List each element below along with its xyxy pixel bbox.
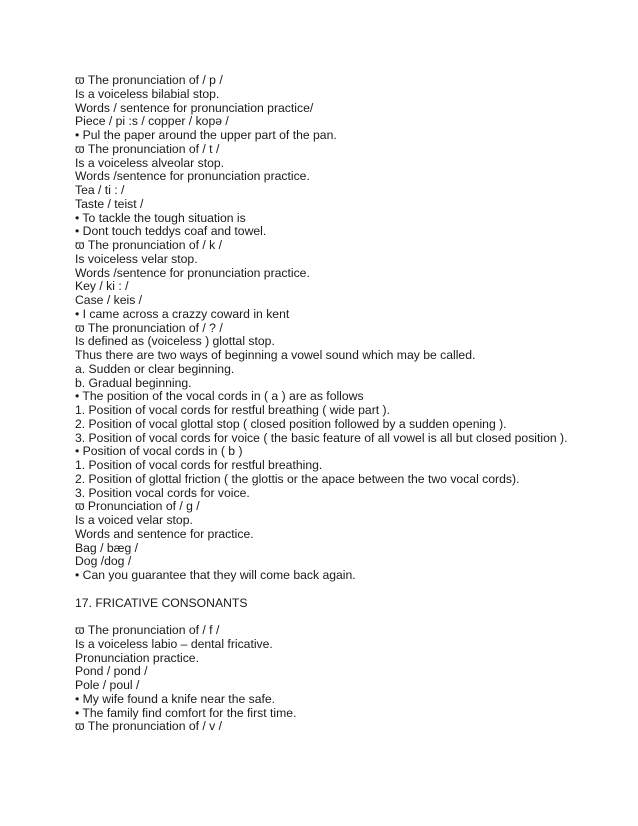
text-line: Taste / teist / xyxy=(75,196,144,211)
text-line: ϖ The pronunciation of / ? / xyxy=(75,320,223,335)
text-line: Is a voiceless bilabial stop. xyxy=(75,86,220,101)
text-line: a. Sudden or clear beginning. xyxy=(75,361,235,376)
text-line: 3. Position of vocal cords for voice ( the basic feature of all vowel is all but closed position ). xyxy=(75,430,568,445)
text-line: Thus there are two ways of beginning a vowel sound which may be called. xyxy=(75,348,476,362)
text-line: Dog /dog / xyxy=(75,554,132,569)
text-line: Words and sentence for practice. xyxy=(75,526,254,541)
text-line: ϖ The pronunciation of / k / xyxy=(75,238,223,252)
text-line: b. Gradual beginning. xyxy=(75,375,192,390)
document-page xyxy=(75,74,615,734)
text-line: Words /sentence for pronunciation practice. xyxy=(75,169,310,184)
text-line: • To tackle the tough situation is xyxy=(75,210,246,225)
text-line: ϖ The pronunciation of / f / xyxy=(75,623,220,637)
text-line: ϖ The pronunciation of / p / xyxy=(75,73,223,87)
text-line: 1. Position of vocal cords for restful breathing ( wide part ). xyxy=(75,403,390,417)
text-line: Words /sentence for pronunciation practice. xyxy=(75,265,310,280)
blank-line xyxy=(75,610,615,624)
text-line: Pronunciation practice. xyxy=(75,650,199,665)
text-line: Pond / pond / xyxy=(75,664,148,679)
text-line: • I came across a crazzy coward in kent xyxy=(75,306,290,321)
text-line: Is voiceless velar stop. xyxy=(75,251,198,266)
text-line: Is a voiced velar stop. xyxy=(75,513,193,527)
text-line: 2. Position of glottal friction ( the glottis or the apace between the two vocal cords). xyxy=(75,471,520,486)
text-line: Piece / pi :s / copper / kopə / xyxy=(75,114,229,129)
text-line: Case / keis / xyxy=(75,293,143,307)
text-line: 2. Position of vocal glottal stop ( closed position followed by a sudden opening ). xyxy=(75,416,507,431)
text-line: Is a voiceless labio – dental fricative. xyxy=(75,636,273,651)
text-line: 3. Position vocal cords for voice. xyxy=(75,485,250,500)
text-line: • My wife found a knife near the safe. xyxy=(75,691,276,706)
text-line: ϖ The pronunciation of / t / xyxy=(75,141,220,156)
text-line: • The position of the vocal cords in ( a ) are as follows xyxy=(75,389,364,404)
text-line: ϖ The pronunciation of / v / xyxy=(75,719,223,734)
text-line: Bag / bæg / xyxy=(75,540,139,555)
text-line: Is a voiceless alveolar stop. xyxy=(75,155,225,170)
text-line: Tea / ti : / xyxy=(75,183,125,197)
text-line: 1. Position of vocal cords for restful breathing. xyxy=(75,458,323,472)
text-line: Is defined as (voiceless ) glottal stop. xyxy=(75,334,275,349)
text-line: • Can you guarantee that they will come back again. xyxy=(75,568,356,582)
text-line: Words / sentence for pronunciation practice/ xyxy=(75,100,314,115)
text-line: Key / ki : / xyxy=(75,279,129,294)
text-line: • Dont touch teddys coaf and towel. xyxy=(75,224,267,239)
section-heading: 17. FRICATIVE CONSONANTS xyxy=(75,595,248,610)
text-line: • Position of vocal cords in ( b ) xyxy=(75,444,243,459)
text-line: Pole / poul / xyxy=(75,678,140,692)
text-line: • The family find comfort for the first time. xyxy=(75,705,297,720)
blank-line xyxy=(75,583,615,597)
text-line: • Pul the paper around the upper part of the pan. xyxy=(75,128,337,142)
text-line: ϖ Pronunciation of / g / xyxy=(75,499,200,514)
